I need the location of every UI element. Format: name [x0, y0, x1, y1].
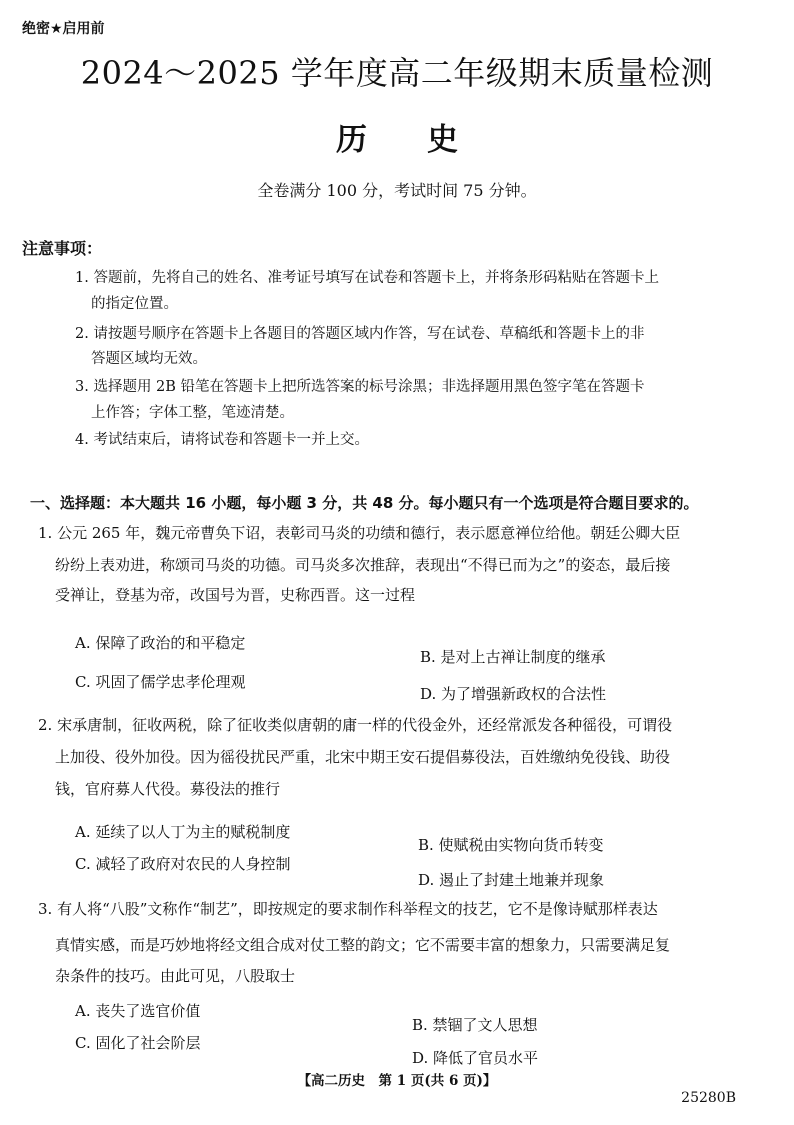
- question-3-line: 3. 有人将“八股”文称作“制艺”，即按规定的要求制作科举程文的技艺，它不是像诗赋那样表达: [38, 900, 658, 918]
- confidential-label: 绝密★启用前: [22, 21, 105, 37]
- question-1-line: 纷纷上表劝进，称颂司马炎的功德。司马炎多次推辞，表现出“不得已而为之”的姿态，最后接: [55, 556, 671, 574]
- notice-item: 4. 考试结束后，请将试卷和答题卡一并上交。: [75, 432, 369, 448]
- section-heading: 一、选择题：本大题共 16 小题，每小题 3 分，共 48 分。每小题只有一个选项是符合题目要求的。: [30, 494, 699, 512]
- exam-title: 2024～2025 学年度高二年级期末质量检测: [80, 54, 714, 92]
- notice-title: 注意事项：: [22, 239, 103, 258]
- question-3-option-b[interactable]: B. 禁锢了文人思想: [412, 1016, 538, 1034]
- question-3-option-d[interactable]: D. 降低了官员水平: [412, 1049, 539, 1067]
- question-1-option-a[interactable]: A. 保障了政治的和平稳定: [75, 634, 246, 652]
- question-2-option-d[interactable]: D. 遏止了封建土地兼并现象: [418, 871, 605, 889]
- question-3-option-a[interactable]: A. 丧失了选官价值: [75, 1002, 201, 1020]
- question-1-option-c[interactable]: C. 巩固了儒学忠孝伦理观: [75, 673, 246, 691]
- paper-code: 25280B: [681, 1090, 736, 1106]
- exam-info: 全卷满分 100 分，考试时间 75 分钟。: [257, 181, 537, 200]
- question-1-option-b[interactable]: B. 是对上古禅让制度的继承: [420, 648, 606, 666]
- question-2-line: 上加役、役外加役。因为徭役扰民严重，北宋中期王安石提倡募役法，百姓缴纳免役钱、助役: [55, 748, 671, 766]
- question-2-option-a[interactable]: A. 延续了以人丁为主的赋税制度: [75, 823, 291, 841]
- notice-item: 2. 请按题号顺序在答题卡上各题目的答题区域内作答，写在试卷、草稿纸和答题卡上的非: [75, 326, 645, 342]
- question-2-option-b[interactable]: B. 使赋税由实物向货币转变: [418, 836, 604, 854]
- notice-item-continued: 的指定位置。: [91, 296, 178, 312]
- notice-item-continued: 上作答；字体工整，笔迹清楚。: [91, 405, 294, 421]
- question-1-option-d[interactable]: D. 为了增强新政权的合法性: [420, 685, 607, 703]
- question-2-line: 钱，官府募人代役。募役法的推行: [55, 780, 281, 798]
- subject-title: 历史: [336, 122, 518, 158]
- question-3-line: 杂条件的技巧。由此可见，八股取士: [55, 967, 296, 985]
- question-2-line: 2. 宋承唐制，征收两税，除了征收类似唐朝的庸一样的代役金外，还经常派发各种徭役，可谓役: [38, 716, 673, 734]
- notice-item-continued: 答题区域均无效。: [91, 351, 207, 367]
- question-1-line: 1. 公元 265 年，魏元帝曹奂下诏，表彰司马炎的功绩和德行，表示愿意禅位给他。朝廷公卿大臣: [38, 524, 681, 542]
- notice-item: 1. 答题前，先将自己的姓名、准考证号填写在试卷和答题卡上，并将条形码粘贴在答题卡上: [75, 270, 659, 286]
- page-footer: 【高二历史 第 1 页(共 6 页)】: [297, 1073, 497, 1089]
- question-3-line: 真情实感，而是巧妙地将经文组合成对仗工整的韵文；它不需要丰富的想象力，只需要满足复: [55, 936, 671, 954]
- question-2-option-c[interactable]: C. 减轻了政府对农民的人身控制: [75, 855, 291, 873]
- notice-item: 3. 选择题用 2B 铅笔在答题卡上把所选答案的标号涂黑；非选择题用黑色签字笔在答题卡: [75, 379, 645, 395]
- question-3-option-c[interactable]: C. 固化了社会阶层: [75, 1034, 201, 1052]
- question-1-line: 受禅让，登基为帝，改国号为晋，史称西晋。这一过程: [55, 586, 416, 604]
